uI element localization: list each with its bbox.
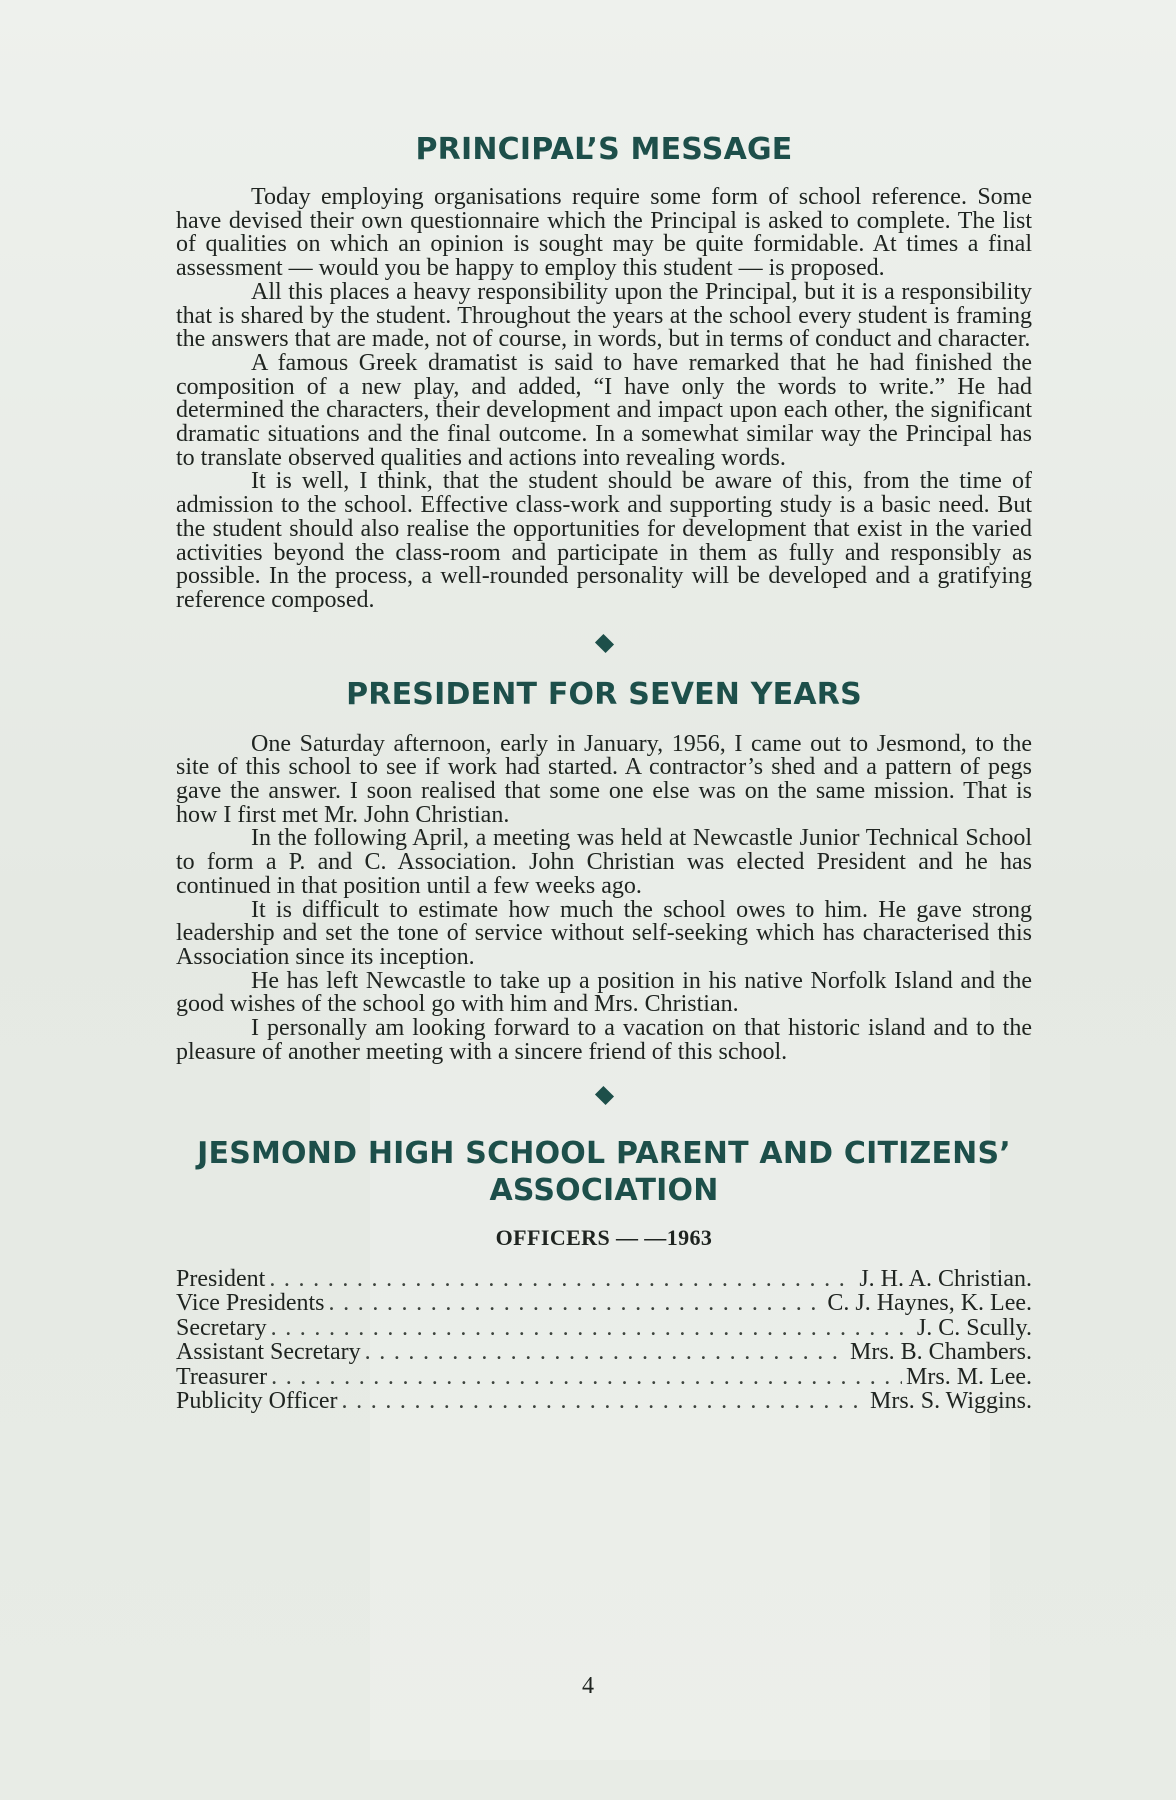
principal-paragraph-3: A famous Greek dramatist is said to have remarked that he had finished the composition of a new play, and added, “I have only the words to write.” He had determined the characters, their development and impact upon each other, the significant dramatic situations and the final outcome. In a somewhat similar way the Principal has to translate observed qualities and actions into revealing words. — [176, 349, 1032, 471]
officer-role: Vice Presidents — [176, 1290, 325, 1316]
officer-name: J. C. Scully. — [916, 1314, 1032, 1341]
officer-role: Treasurer — [176, 1363, 268, 1390]
president-paragraph-4: He has left Newcastle to take up a position in his native Norfolk Island and the good wishes of the school go with him and Mrs. Christian. — [176, 967, 1032, 1018]
officer-role: Secretary — [176, 1314, 267, 1341]
dot-leader — [271, 1316, 913, 1341]
president-paragraph-5: I personally am looking forward to a vacation on that historic island and to the pleasure of another meeting with a sincere friend of this school. — [176, 1015, 1032, 1065]
officer-name: Mrs. B. Chambers. — [850, 1339, 1032, 1365]
page-content — [176, 132, 1032, 1414]
principal-paragraph-2: All this places a heavy responsibility upon the Principal, but it is a responsibility that is shared by the student. Throughout the years at the school every student is framing the answers that are made, not of course, in words, but in terms of conduct and character. — [176, 278, 1032, 353]
president-paragraph-3: It is difficult to estimate how much the school owes to him. He gave strong leadership and set the tone of service without self-seeking which has characterised this Association since its inception. — [176, 896, 1032, 970]
officer-role: President — [176, 1265, 266, 1292]
association-title — [176, 1135, 1032, 1209]
officer-role: Publicity Officer — [176, 1388, 338, 1414]
dot-leader — [342, 1389, 867, 1414]
association-title-line-1: JESMOND HIGH SCHOOL PARENT AND CITIZENS’ — [197, 1135, 1011, 1171]
section-divider-1 — [176, 627, 1032, 661]
president-paragraph-1: One Saturday afternoon, early in January, 1956, I came out to Jesmond, to the site of this school to see if work had started. A contractor’s shed and a pattern of pegs gave the answer. I soon realised that some one else was on the same mission. That is how I first met Mr. John Christian. — [176, 730, 1032, 828]
principal-message-title: PRINCIPAL’S MESSAGE — [415, 132, 793, 167]
officer-row — [176, 1267, 1032, 1292]
association-title-line-2: ASSOCIATION — [489, 1172, 719, 1208]
dot-leader — [271, 1365, 902, 1390]
officer-row — [176, 1389, 1032, 1414]
principal-paragraph-1: Today employing organisations require some form of school reference. Some have devised their own questionnaire which the Principal is asked to complete. The list of qualities on which an opinion is sought may be quite formidable. At times a final assessment — would you be happy to employ this student — is proposed. — [176, 184, 1032, 282]
section-divider-2 — [176, 1079, 1032, 1113]
officer-role: Assistant Secretary — [176, 1339, 361, 1365]
officer-row — [176, 1365, 1032, 1390]
officer-name: J. H. A. Christian. — [859, 1265, 1032, 1292]
president-title: PRESIDENT FOR SEVEN YEARS — [346, 676, 862, 712]
dot-leader — [269, 1267, 855, 1292]
dot-leader — [329, 1291, 824, 1316]
officer-row — [176, 1340, 1032, 1365]
officer-name: Mrs. M. Lee. — [906, 1363, 1032, 1390]
principal-paragraph-4: It is well, I think, that the student should be aware of this, from the time of admission to the school. Effective class-work and supporting study is a basic need. But the student should also realise the opportunities for development that exist in the varied activities beyond the class-room and participate in them as fully and responsibly as possible. In the process, a well-rounded personality will be developed and a gratifying reference composed. — [176, 468, 1032, 613]
page-number: 4 — [582, 1673, 594, 1699]
officer-name: Mrs. S. Wiggins. — [870, 1388, 1032, 1414]
officer-row — [176, 1291, 1032, 1316]
diamond-ornament-icon — [594, 1086, 613, 1105]
diamond-ornament-icon — [594, 634, 613, 653]
officers-heading: OFFICERS — —1963 — [495, 1224, 713, 1250]
president-paragraph-2: In the following April, a meeting was held at Newcastle Junior Technical School to form a P. and C. Association. John Christian was elected President and he has continued in that position until a few weeks ago. — [176, 825, 1032, 899]
officer-row — [176, 1316, 1032, 1341]
officer-name: C. J. Haynes, K. Lee. — [827, 1290, 1032, 1316]
dot-leader — [365, 1340, 846, 1365]
